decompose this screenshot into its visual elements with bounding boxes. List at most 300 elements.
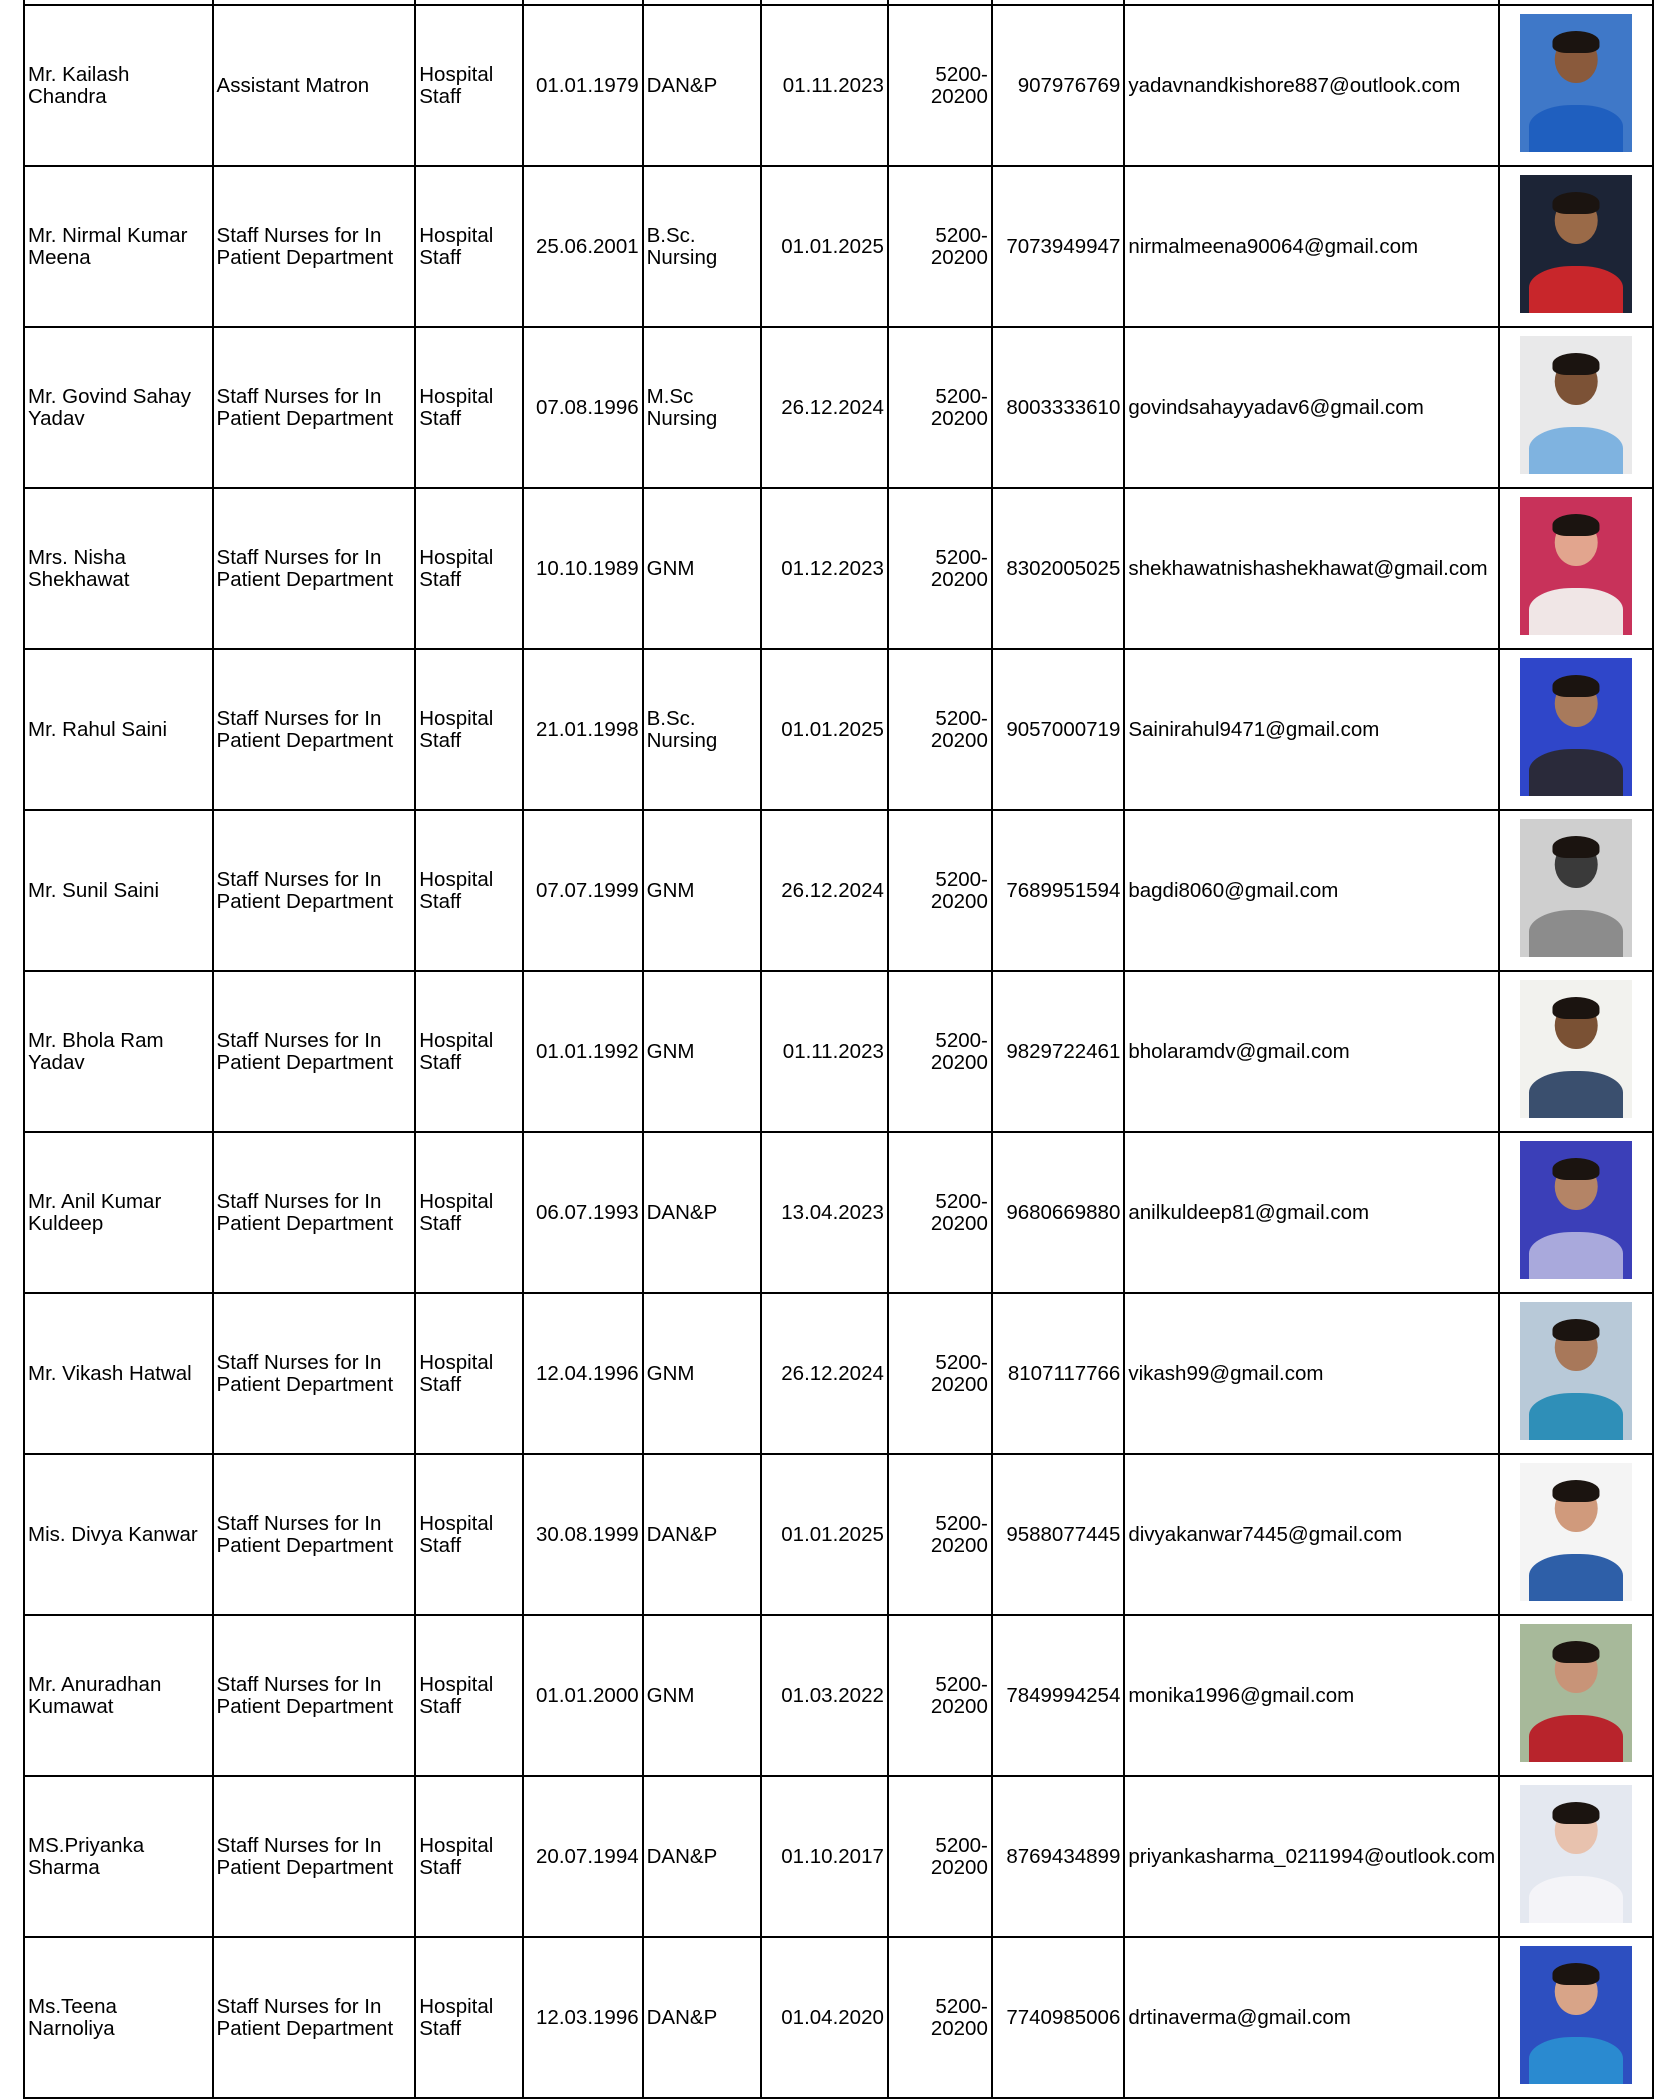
table-row: [24, 1615, 1653, 1776]
staff-name: Mr. Govind Sahay Yadav: [28, 384, 191, 430]
qualification-cell: [643, 1615, 762, 1776]
photo-shirt: [1529, 1393, 1623, 1440]
doj-cell: [761, 1293, 888, 1454]
dob-cell: [523, 1132, 643, 1293]
date-of-joining: 01.01.2025: [781, 234, 884, 258]
person-photo-icon: [1520, 497, 1632, 635]
dob-cell: [523, 649, 643, 810]
dob-cell: [523, 810, 643, 971]
mobile-number: 9588077445: [1006, 1522, 1121, 1546]
staff-category: Hospital Staff: [419, 62, 494, 108]
qualification: DAN&P: [646, 1844, 718, 1868]
person-photo-icon: [1520, 336, 1632, 474]
photo-cell: [1499, 810, 1653, 971]
doj-cell: [761, 327, 888, 488]
photo-hair: [1553, 31, 1600, 53]
email-cell: [1124, 327, 1499, 488]
staff-category: Hospital Staff: [419, 545, 494, 591]
mobile-number: 8107117766: [1007, 1361, 1121, 1385]
date-of-joining: 26.12.2024: [781, 395, 884, 419]
email-cell: [1124, 488, 1499, 649]
post-cell: [213, 649, 416, 810]
person-photo-icon: [1520, 1785, 1632, 1923]
photo-cell: [1499, 327, 1653, 488]
post-name: Staff Nurses for In Patient Department: [216, 1189, 394, 1235]
email-cell: [1124, 1454, 1499, 1615]
mobile-cell: [992, 5, 1124, 166]
dob-cell: [523, 488, 643, 649]
staff-category: Hospital Staff: [419, 1511, 494, 1557]
table-row: [24, 1937, 1653, 2098]
mobile-cell: [992, 327, 1124, 488]
date-of-birth: 12.04.1996: [536, 1361, 639, 1385]
qualification: DAN&P: [646, 1522, 718, 1546]
pay-scale-cell: [888, 1293, 992, 1454]
post-cell: [213, 1776, 416, 1937]
post-cell: [213, 810, 416, 971]
email-address: anilkuldeep81@gmail.com: [1128, 1200, 1370, 1224]
staff-name-cell: [24, 810, 213, 971]
photo-shirt: [1529, 1715, 1623, 1762]
date-of-joining: 01.04.2020: [781, 2005, 884, 2029]
doj-cell: [761, 1776, 888, 1937]
post-name: Staff Nurses for In Patient Department: [216, 1028, 394, 1074]
mobile-number: 8302005025: [1006, 556, 1121, 580]
date-of-birth: 12.03.1996: [536, 2005, 639, 2029]
doj-cell: [761, 1615, 888, 1776]
dob-cell: [523, 1615, 643, 1776]
post-name: Staff Nurses for In Patient Department: [216, 706, 394, 752]
category-cell: [415, 649, 523, 810]
post-cell: [213, 1454, 416, 1615]
doj-cell: [761, 1454, 888, 1615]
qualification: GNM: [646, 1683, 695, 1707]
doj-cell: [761, 166, 888, 327]
photo-shirt: [1529, 588, 1623, 635]
post-name: Staff Nurses for In Patient Department: [216, 867, 394, 913]
staff-table-body: [24, 0, 1653, 2098]
email-address: yadavnandkishore887@outlook.com: [1128, 73, 1461, 97]
qualification-cell: [643, 1454, 762, 1615]
qualification-cell: [643, 166, 762, 327]
pay-scale: 5200-20200: [930, 1511, 988, 1557]
person-photo-icon: [1520, 819, 1632, 957]
qualification: DAN&P: [646, 73, 718, 97]
mobile-cell: [992, 1293, 1124, 1454]
photo-cell: [1499, 5, 1653, 166]
category-cell: [415, 1937, 523, 2098]
pay-scale: 5200-20200: [930, 1028, 988, 1074]
staff-name: Mr. Kailash Chandra: [28, 62, 130, 108]
staff-name: Mrs. Nisha Shekhawat: [28, 545, 130, 591]
photo-cell: [1499, 1615, 1653, 1776]
photo-shirt: [1529, 427, 1623, 474]
mobile-cell: [992, 488, 1124, 649]
dob-cell: [523, 971, 643, 1132]
email-address: vikash99@gmail.com: [1128, 1361, 1324, 1385]
post-cell: [213, 1937, 416, 2098]
pay-scale: 5200-20200: [930, 1672, 988, 1718]
post-name: Staff Nurses for In Patient Department: [216, 545, 394, 591]
pay-scale-cell: [888, 1454, 992, 1615]
mobile-number: 8003333610: [1006, 395, 1121, 419]
person-photo-icon: [1520, 1624, 1632, 1762]
pay-scale-cell: [888, 1132, 992, 1293]
staff-category: Hospital Staff: [419, 867, 494, 913]
photo-cell: [1499, 971, 1653, 1132]
staff-category: Hospital Staff: [419, 1994, 494, 2040]
dob-cell: [523, 327, 643, 488]
qualification: GNM: [646, 1361, 695, 1385]
photo-cell: [1499, 166, 1653, 327]
qualification: B.Sc. Nursing: [646, 706, 718, 752]
mobile-cell: [992, 1615, 1124, 1776]
staff-table: [23, 0, 1654, 2099]
post-name: Staff Nurses for In Patient Department: [216, 1511, 394, 1557]
staff-name-cell: [24, 1132, 213, 1293]
pay-scale-cell: [888, 1615, 992, 1776]
photo-cell: [1499, 649, 1653, 810]
date-of-birth: 30.08.1999: [536, 1522, 639, 1546]
category-cell: [415, 810, 523, 971]
date-of-joining: 01.12.2023: [781, 556, 884, 580]
mobile-number: 9680669880: [1006, 1200, 1121, 1224]
staff-name: Mr. Anuradhan Kumawat: [28, 1672, 162, 1718]
pay-scale-cell: [888, 488, 992, 649]
photo-cell: [1499, 488, 1653, 649]
doj-cell: [761, 810, 888, 971]
email-address: bholaramdv@gmail.com: [1128, 1039, 1350, 1063]
email-address: monika1996@gmail.com: [1128, 1683, 1355, 1707]
date-of-joining: 26.12.2024: [781, 1361, 884, 1385]
staff-category: Hospital Staff: [419, 1350, 494, 1396]
photo-shirt: [1529, 1876, 1623, 1923]
date-of-birth: 07.07.1999: [536, 878, 639, 902]
pay-scale: 5200-20200: [930, 1189, 988, 1235]
mobile-number: 7689951594: [1006, 878, 1121, 902]
dob-cell: [523, 1293, 643, 1454]
post-cell: [213, 1293, 416, 1454]
staff-name: Mr. Nirmal Kumar Meena: [28, 223, 188, 269]
qualification: GNM: [646, 556, 695, 580]
staff-name-cell: [24, 1293, 213, 1454]
pay-scale-cell: [888, 1776, 992, 1937]
email-cell: [1124, 1776, 1499, 1937]
email-cell: [1124, 166, 1499, 327]
table-row: [24, 166, 1653, 327]
person-photo-icon: [1520, 14, 1632, 152]
category-cell: [415, 1454, 523, 1615]
staff-name-cell: [24, 166, 213, 327]
staff-name: Ms.Teena Narnoliya: [28, 1994, 117, 2040]
pay-scale: 5200-20200: [930, 867, 988, 913]
dob-cell: [523, 166, 643, 327]
post-cell: [213, 166, 416, 327]
pay-scale: 5200-20200: [930, 706, 988, 752]
table-row: [24, 1132, 1653, 1293]
email-cell: [1124, 810, 1499, 971]
person-photo-icon: [1520, 175, 1632, 313]
photo-hair: [1553, 514, 1600, 536]
mobile-cell: [992, 971, 1124, 1132]
date-of-birth: 06.07.1993: [536, 1200, 639, 1224]
mobile-cell: [992, 1937, 1124, 2098]
staff-name-cell: [24, 1776, 213, 1937]
email-cell: [1124, 649, 1499, 810]
photo-hair: [1553, 675, 1600, 697]
person-photo-icon: [1520, 980, 1632, 1118]
photo-hair: [1553, 1963, 1600, 1985]
date-of-birth: 25.06.2001: [536, 234, 639, 258]
post-name: Staff Nurses for In Patient Department: [216, 1833, 394, 1879]
table-row: [24, 971, 1653, 1132]
category-cell: [415, 327, 523, 488]
qualification: M.Sc Nursing: [646, 384, 718, 430]
mobile-cell: [992, 166, 1124, 327]
table-row: [24, 488, 1653, 649]
staff-category: Hospital Staff: [419, 1672, 494, 1718]
email-address: govindsahayyadav6@gmail.com: [1128, 395, 1424, 419]
mobile-number: 7849994254: [1006, 1683, 1121, 1707]
mobile-cell: [992, 1132, 1124, 1293]
staff-name: Mr. Bhola Ram Yadav: [28, 1028, 164, 1074]
doj-cell: [761, 649, 888, 810]
staff-name: Mr. Sunil Saini: [28, 878, 160, 902]
pay-scale: 5200-20200: [930, 223, 988, 269]
staff-name-cell: [24, 1615, 213, 1776]
doj-cell: [761, 1937, 888, 2098]
email-address: divyakanwar7445@gmail.com: [1128, 1522, 1403, 1546]
dob-cell: [523, 1454, 643, 1615]
qualification-cell: [643, 810, 762, 971]
post-name: Staff Nurses for In Patient Department: [216, 1672, 394, 1718]
dob-cell: [523, 1937, 643, 2098]
post-cell: [213, 327, 416, 488]
category-cell: [415, 1615, 523, 1776]
category-cell: [415, 488, 523, 649]
mobile-cell: [992, 649, 1124, 810]
table-row: [24, 1293, 1653, 1454]
email-address: nirmalmeena90064@gmail.com: [1128, 234, 1419, 258]
mobile-number: 8769434899: [1006, 1844, 1121, 1868]
photo-hair: [1553, 1158, 1600, 1180]
date-of-birth: 01.01.1992: [536, 1039, 639, 1063]
post-cell: [213, 1132, 416, 1293]
pay-scale-cell: [888, 327, 992, 488]
staff-name: Mr. Rahul Saini: [28, 717, 168, 741]
category-cell: [415, 166, 523, 327]
category-cell: [415, 1132, 523, 1293]
qualification: GNM: [646, 1039, 695, 1063]
pay-scale: 5200-20200: [930, 1994, 988, 2040]
doj-cell: [761, 5, 888, 166]
qualification-cell: [643, 327, 762, 488]
email-cell: [1124, 1293, 1499, 1454]
staff-name-cell: [24, 1937, 213, 2098]
table-row: [24, 5, 1653, 166]
qualification: DAN&P: [646, 1200, 718, 1224]
photo-hair: [1553, 997, 1600, 1019]
date-of-joining: 01.10.2017: [781, 1844, 884, 1868]
mobile-number: 907976769: [1017, 73, 1121, 97]
date-of-birth: 01.01.2000: [536, 1683, 639, 1707]
date-of-joining: 13.04.2023: [781, 1200, 884, 1224]
person-photo-icon: [1520, 1302, 1632, 1440]
staff-name: Mr. Anil Kumar Kuldeep: [28, 1189, 162, 1235]
dob-cell: [523, 5, 643, 166]
table-row: [24, 810, 1653, 971]
date-of-joining: 01.01.2025: [781, 1522, 884, 1546]
table-row: [24, 1776, 1653, 1937]
photo-shirt: [1529, 749, 1623, 796]
pay-scale-cell: [888, 649, 992, 810]
photo-hair: [1553, 836, 1600, 858]
pay-scale: 5200-20200: [930, 545, 988, 591]
post-cell: [213, 5, 416, 166]
email-address: shekhawatnishashekhawat@gmail.com: [1128, 556, 1488, 580]
mobile-cell: [992, 1454, 1124, 1615]
photo-hair: [1553, 353, 1600, 375]
post-name: Assistant Matron: [216, 73, 370, 97]
photo-shirt: [1529, 266, 1623, 313]
email-cell: [1124, 1615, 1499, 1776]
email-cell: [1124, 971, 1499, 1132]
qualification-cell: [643, 1937, 762, 2098]
staff-name-cell: [24, 5, 213, 166]
qualification: GNM: [646, 878, 695, 902]
qualification-cell: [643, 971, 762, 1132]
person-photo-icon: [1520, 658, 1632, 796]
photo-cell: [1499, 1293, 1653, 1454]
email-address: drtinaverma@gmail.com: [1128, 2005, 1351, 2029]
mobile-number: 9829722461: [1006, 1039, 1121, 1063]
date-of-birth: 20.07.1994: [536, 1844, 639, 1868]
doj-cell: [761, 971, 888, 1132]
pay-scale-cell: [888, 166, 992, 327]
dob-cell: [523, 1776, 643, 1937]
staff-category: Hospital Staff: [419, 1189, 494, 1235]
photo-cell: [1499, 1776, 1653, 1937]
pay-scale: 5200-20200: [930, 1833, 988, 1879]
photo-hair: [1553, 1319, 1600, 1341]
post-name: Staff Nurses for In Patient Department: [216, 384, 394, 430]
post-cell: [213, 488, 416, 649]
table-row: [24, 327, 1653, 488]
mobile-number: 7740985006: [1006, 2005, 1121, 2029]
mobile-number: 9057000719: [1006, 717, 1121, 741]
date-of-birth: 07.08.1996: [536, 395, 639, 419]
pay-scale-cell: [888, 1937, 992, 2098]
email-cell: [1124, 1132, 1499, 1293]
post-cell: [213, 1615, 416, 1776]
photo-hair: [1553, 1802, 1600, 1824]
qualification-cell: [643, 1132, 762, 1293]
person-photo-icon: [1520, 1463, 1632, 1601]
qualification: B.Sc. Nursing: [646, 223, 718, 269]
table-row: [24, 649, 1653, 810]
pay-scale: 5200-20200: [930, 62, 988, 108]
date-of-birth: 01.01.1979: [536, 73, 639, 97]
photo-hair: [1553, 192, 1600, 214]
pay-scale-cell: [888, 5, 992, 166]
staff-name: Mr. Vikash Hatwal: [28, 1361, 192, 1385]
post-cell: [213, 971, 416, 1132]
category-cell: [415, 971, 523, 1132]
qualification-cell: [643, 649, 762, 810]
pay-scale: 5200-20200: [930, 1350, 988, 1396]
qualification-cell: [643, 5, 762, 166]
mobile-cell: [992, 810, 1124, 971]
category-cell: [415, 5, 523, 166]
date-of-joining: 01.03.2022: [781, 1683, 884, 1707]
email-address: priyankasharma_0211994@outlook.com: [1128, 1844, 1496, 1868]
photo-shirt: [1529, 1071, 1623, 1118]
qualification-cell: [643, 1293, 762, 1454]
mobile-cell: [992, 1776, 1124, 1937]
table-row: [24, 1454, 1653, 1615]
qualification: DAN&P: [646, 2005, 718, 2029]
post-name: Staff Nurses for In Patient Department: [216, 1350, 394, 1396]
pay-scale-cell: [888, 810, 992, 971]
email-address: bagdi8060@gmail.com: [1128, 878, 1339, 902]
date-of-joining: 01.11.2023: [782, 73, 884, 97]
qualification-cell: [643, 488, 762, 649]
photo-cell: [1499, 1454, 1653, 1615]
pay-scale: 5200-20200: [930, 384, 988, 430]
email-cell: [1124, 1937, 1499, 2098]
pay-scale-cell: [888, 971, 992, 1132]
date-of-joining: 26.12.2024: [781, 878, 884, 902]
staff-name-cell: [24, 971, 213, 1132]
doj-cell: [761, 488, 888, 649]
staff-name: MS.Priyanka Sharma: [28, 1833, 145, 1879]
category-cell: [415, 1293, 523, 1454]
post-name: Staff Nurses for In Patient Department: [216, 1994, 394, 2040]
photo-shirt: [1529, 910, 1623, 957]
staff-category: Hospital Staff: [419, 1833, 494, 1879]
email-cell: [1124, 5, 1499, 166]
photo-cell: [1499, 1937, 1653, 2098]
staff-category: Hospital Staff: [419, 1028, 494, 1074]
date-of-birth: 21.01.1998: [536, 717, 639, 741]
staff-name-cell: [24, 327, 213, 488]
staff-category: Hospital Staff: [419, 706, 494, 752]
staff-name-cell: [24, 488, 213, 649]
staff-category: Hospital Staff: [419, 384, 494, 430]
person-photo-icon: [1520, 1946, 1632, 2084]
qualification-cell: [643, 1776, 762, 1937]
photo-cell: [1499, 1132, 1653, 1293]
staff-category: Hospital Staff: [419, 223, 494, 269]
email-address: Sainirahul9471@gmail.com: [1128, 717, 1380, 741]
post-name: Staff Nurses for In Patient Department: [216, 223, 394, 269]
photo-hair: [1553, 1641, 1600, 1663]
staff-name-cell: [24, 1454, 213, 1615]
mobile-number: 7073949947: [1006, 234, 1121, 258]
person-photo-icon: [1520, 1141, 1632, 1279]
photo-shirt: [1529, 1232, 1623, 1279]
date-of-birth: 10.10.1989: [536, 556, 639, 580]
doj-cell: [761, 1132, 888, 1293]
date-of-joining: 01.11.2023: [782, 1039, 884, 1063]
category-cell: [415, 1776, 523, 1937]
photo-shirt: [1529, 1554, 1623, 1601]
staff-name: Mis. Divya Kanwar: [28, 1522, 198, 1546]
photo-hair: [1553, 1480, 1600, 1502]
date-of-joining: 01.01.2025: [781, 717, 884, 741]
staff-name-cell: [24, 649, 213, 810]
photo-shirt: [1529, 105, 1623, 152]
